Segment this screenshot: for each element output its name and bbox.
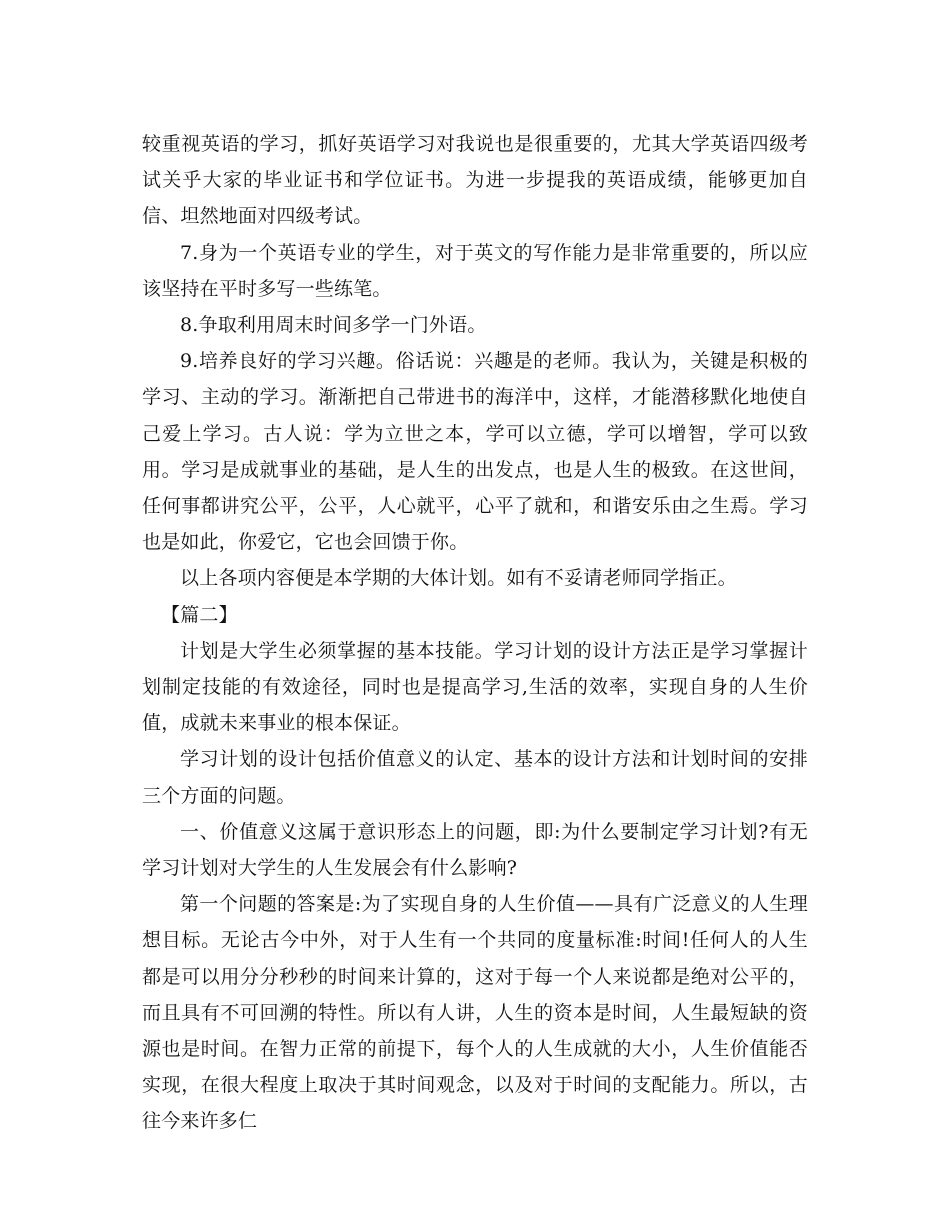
paragraph-item-7: 7.身为一个英语专业的学生，对于英文的写作能力是非常重要的，所以应该坚持在平时多写一些练笔。 (142, 241, 808, 300)
paragraph-summary: 以上各项内容便是本学期的大体计划。如有不妥请老师同学指正。 (180, 567, 737, 590)
paragraph-value-meaning: 一、价值意义这属于意识形态上的问题，即:为什么要制定学习计划?有无学习计划对大学生的人生发展会有什么影响? (142, 820, 808, 880)
paragraph-intro: 计划是大学生必须掌握的基本技能。学习计划的设计方法正是学习掌握计划制定技能的有效途径，同时也是提高学习,生活的效率，实现自身的人生价值，成就未来事业的根本保证。 (142, 639, 808, 735)
paragraph-item-8: 8.争取利用周末时间多学一门外语。 (180, 314, 487, 337)
paragraph-1: 较重视英语的学习，抓好英语学习对我说也是很重要的，尤其大学英语四级考试关乎大家的毕业证书和学位证书。为进一步提我的英语成绩，能够更加自信、坦然地面对四级考试。 (142, 133, 808, 228)
paragraph-item-9: 9.培养良好的学习兴趣。俗话说：兴趣是的老师。我认为，关键是积极的学习、主动的学习。渐渐把自己带进书的海洋中，这样，才能潜移默化地使自己爱上学习。古人说：学为立世之本，学可以立德，学可以增智，学可以致用。学习是成就事业的基础，是人生的出发点，也是人生的极致。在这世间，任何事都讲究公平，公平，人心就平，心平了就和，和谐安乐由之生焉。学习也是如此，你爱它，它也会回馈于你。 (142, 350, 808, 554)
section-heading: 【篇二】 (161, 603, 238, 626)
paragraph-design: 学习计划的设计包括价值意义的认定、基本的设计方法和计划时间的安排三个方面的问题。 (142, 748, 808, 807)
paragraph-first-answer: 第一个问题的答案是:为了实现自身的人生价值——具有广泛意义的人生理想目标。无论古今中外，对于人生有一个共同的度量标准:时间!任何人的人生都是可以用分分秒秒的时间来计算的，这对于每一个人来说都是绝对公平的，而且具有不可回溯的特性。所以有人讲，人生的资本是时间，人生最短缺的资源也是时间。在智力正常的前提下，每个人的人生成就的大小，人生价值能否实现，在很大程度上取决于其时间观念，以及对于时间的支配能力。所以，古往今来许多仁 (142, 893, 808, 1133)
